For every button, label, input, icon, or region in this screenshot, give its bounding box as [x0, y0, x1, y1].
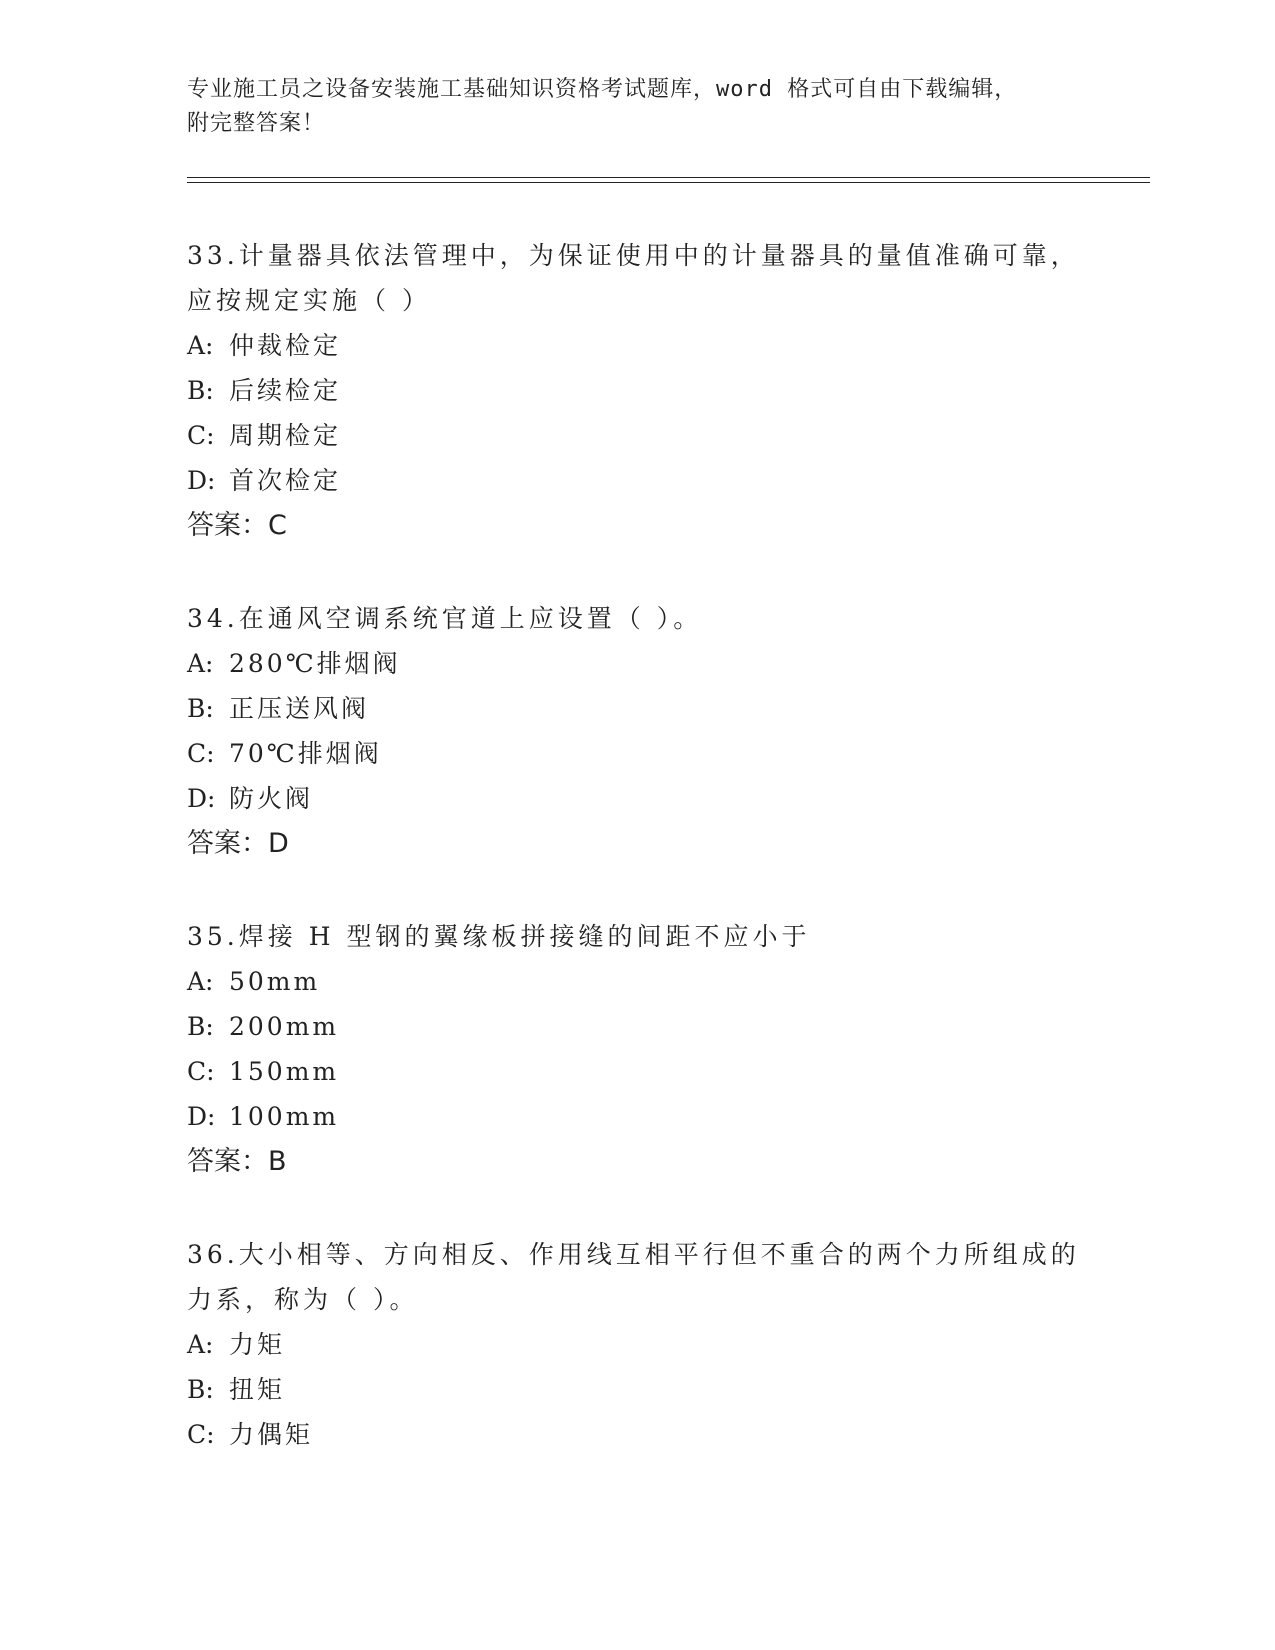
header-divider-bottom — [187, 182, 1150, 183]
option-a — [187, 1322, 1087, 1367]
option-a — [187, 641, 1087, 686]
document-header — [187, 73, 1087, 141]
option-d — [187, 1094, 1087, 1139]
option-letter: C: — [187, 1420, 215, 1449]
option-b — [187, 686, 1087, 731]
question-34 — [187, 596, 1087, 866]
header-line-1: 专业施工员之设备安装施工基础知识资格考试题库，word 格式可自由下载编辑， — [187, 77, 1018, 102]
option-letter: D: — [187, 784, 216, 813]
option-letter: B: — [187, 376, 214, 405]
question-stem-line: 力系，称为（ ）。 — [187, 1285, 419, 1314]
option-text: 力偶矩 — [229, 1420, 314, 1449]
answer-label: 答案：B — [187, 1146, 287, 1177]
option-text: 扭矩 — [229, 1375, 286, 1404]
option-letter: B: — [187, 1012, 214, 1041]
option-a — [187, 959, 1087, 1004]
option-c — [187, 1412, 1087, 1457]
option-text: 100mm — [229, 1102, 340, 1131]
question-stem-line: 33.计量器具依法管理中，为保证使用中的计量器具的量值准确可靠， — [187, 241, 1080, 270]
option-d — [187, 776, 1087, 821]
option-c — [187, 731, 1087, 776]
option-b — [187, 1367, 1087, 1412]
option-letter: A: — [187, 967, 214, 996]
option-letter: D: — [187, 466, 216, 495]
option-letter: C: — [187, 421, 215, 450]
option-a — [187, 323, 1087, 368]
option-text: 200mm — [229, 1012, 340, 1041]
question-36 — [187, 1232, 1087, 1457]
header-divider-top — [187, 177, 1150, 178]
option-c — [187, 1049, 1087, 1094]
option-text: 正压送风阀 — [229, 694, 370, 723]
question-35 — [187, 914, 1087, 1184]
option-b — [187, 368, 1087, 413]
question-stem-line: 应按规定实施（ ） — [187, 286, 431, 315]
option-letter: B: — [187, 1375, 214, 1404]
option-text: 150mm — [229, 1057, 340, 1086]
option-letter: D: — [187, 1102, 216, 1131]
header-line-2: 附完整答案！ — [187, 111, 326, 136]
option-text: 周期检定 — [229, 421, 342, 450]
option-letter: B: — [187, 694, 214, 723]
option-c — [187, 413, 1087, 458]
option-text: 首次检定 — [229, 466, 342, 495]
option-text: 防火阀 — [229, 784, 314, 813]
option-letter: A: — [187, 649, 214, 678]
question-33 — [187, 233, 1087, 548]
option-text: 力矩 — [229, 1330, 286, 1359]
option-letter: C: — [187, 739, 215, 768]
option-text: 后续检定 — [229, 376, 342, 405]
answer-label: 答案：D — [187, 828, 289, 859]
option-letter: C: — [187, 1057, 215, 1086]
question-stem-line: 36.大小相等、方向相反、作用线互相平行但不重合的两个力所组成的 — [187, 1240, 1080, 1269]
option-text: 仲裁检定 — [229, 331, 342, 360]
option-letter: A: — [187, 1330, 214, 1359]
option-letter: A: — [187, 331, 214, 360]
option-text: 280℃排烟阀 — [229, 649, 401, 678]
question-stem-line: 35.焊接 H 型钢的翼缘板拼接缝的间距不应小于 — [187, 922, 811, 951]
option-text: 70℃排烟阀 — [229, 739, 382, 768]
option-b — [187, 1004, 1087, 1049]
option-text: 50mm — [229, 967, 321, 996]
question-stem-line: 34.在通风空调系统官道上应设置（ ）。 — [187, 604, 703, 633]
answer-label: 答案：C — [187, 510, 287, 541]
option-d — [187, 458, 1087, 503]
